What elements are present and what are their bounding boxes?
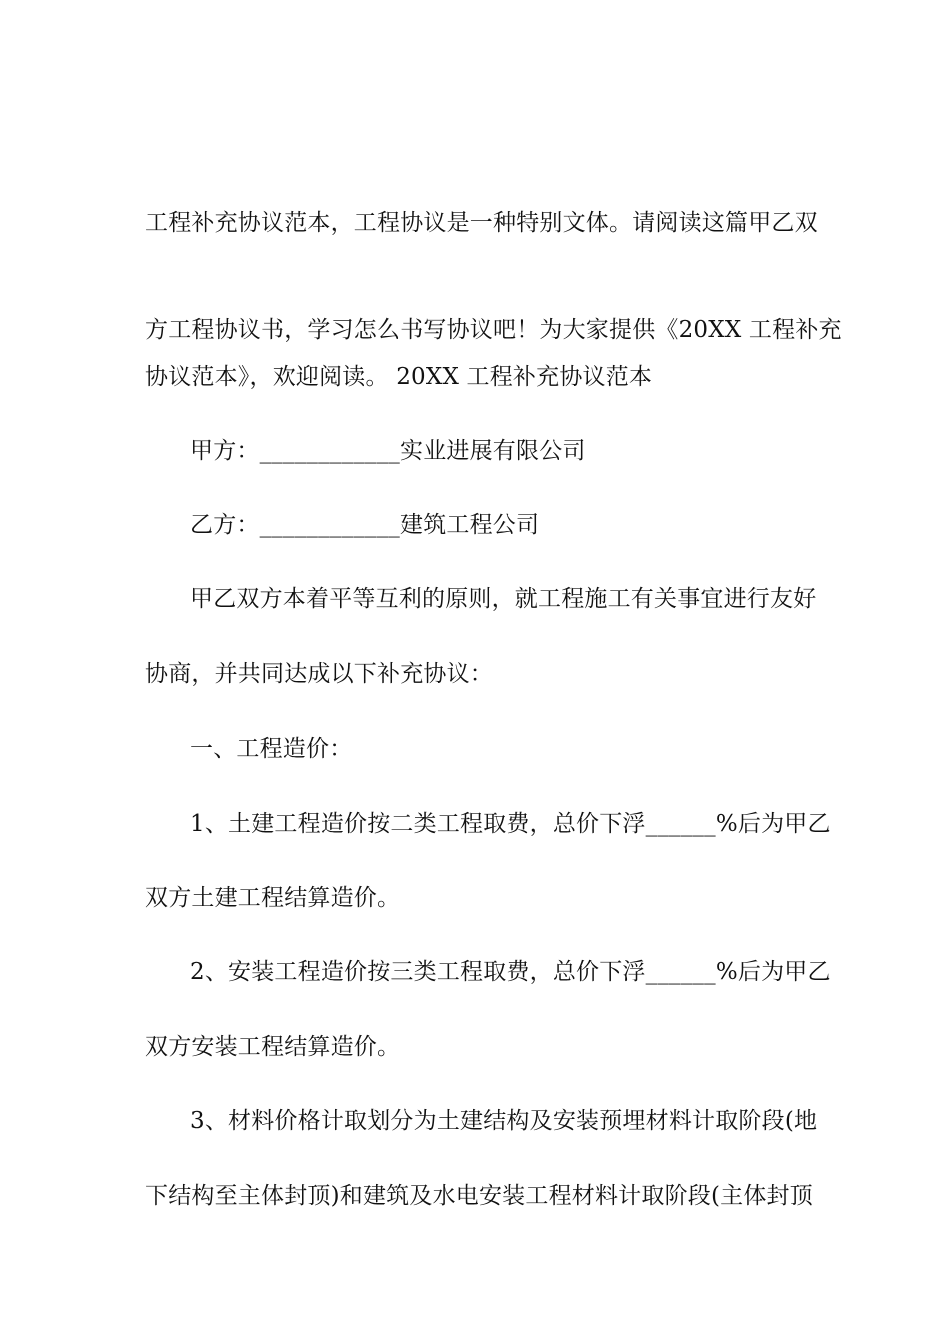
section-heading-cost: 一、工程造价： [190, 736, 353, 762]
preamble-line-1: 甲乙双方本着平等互利的原则，就工程施工有关事宜进行友好 [190, 586, 817, 612]
intro-line-3: 协议范本》，欢迎阅读。 20XX 工程补充协议范本 [145, 364, 653, 390]
clause-3-line-1: 3、材料价格计取划分为土建结构及安装预埋材料计取阶段(地 [190, 1108, 818, 1134]
intro-line-1: 工程补充协议范本，工程协议是一种特别文体。请阅读这篇甲乙双 [145, 210, 818, 236]
party-a-line: 甲方：____________实业进展有限公司 [190, 438, 586, 464]
clause-2-line-1: 2、安装工程造价按三类工程取费，总价下浮______%后为甲乙 [190, 959, 831, 985]
clause-2-line-2: 双方安装工程结算造价。 [145, 1034, 401, 1060]
clause-1-line-2: 双方土建工程结算造价。 [145, 885, 401, 911]
party-b-line: 乙方：____________建筑工程公司 [190, 512, 540, 538]
clause-1-line-1: 1、土建工程造价按二类工程取费，总价下浮______%后为甲乙 [190, 811, 831, 837]
clause-3-line-2: 下结构至主体封顶)和建筑及水电安装工程材料计取阶段(主体封顶 [145, 1183, 813, 1209]
intro-line-2: 方工程协议书，学习怎么书写协议吧！为大家提供《20XX 工程补充 [145, 317, 842, 343]
preamble-line-2: 协商，并共同达成以下补充协议： [145, 661, 493, 687]
